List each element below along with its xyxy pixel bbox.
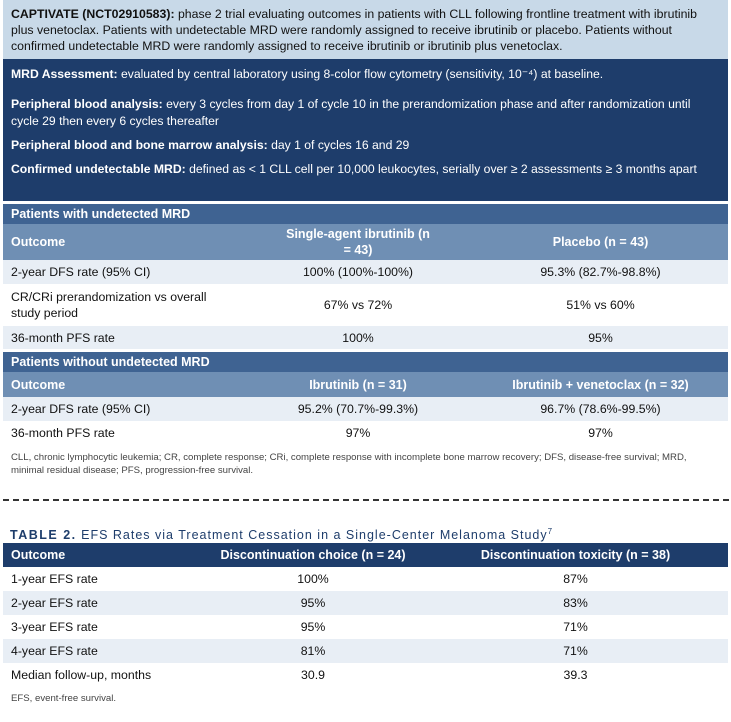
table1-footnote: CLL, chronic lymphocytic leukemia; CR, complete response; CRi, complete response with incomplete bone marrow recovery; DFS, disease-free survival; MRD, minimal residual disease; PFS, progression-free survival. <box>11 452 687 476</box>
column-header: Discontinuation choice (n = 24) <box>220 548 406 562</box>
cell: 100% (100%-100%) <box>302 265 414 279</box>
column-header: Placebo (n = 43) <box>552 235 649 249</box>
table-row <box>3 663 728 687</box>
column-header: Outcome <box>11 548 66 562</box>
methods-block <box>3 59 728 201</box>
section-divider <box>3 499 729 501</box>
section1-column-headers <box>3 224 728 260</box>
cell: 87% <box>563 572 588 586</box>
cell: 95.3% (82.7%-98.8%) <box>540 265 661 279</box>
cell: 39.3 <box>563 668 588 682</box>
cell: 96.7% (78.6%-99.5%) <box>540 402 661 416</box>
table2-column-headers <box>3 543 728 567</box>
cell: 36-month PFS rate <box>11 426 115 440</box>
cell: CR/CRi prerandomization vs overall study period <box>11 290 207 320</box>
cell: 67% vs 72% <box>323 298 393 312</box>
cell: 2-year DFS rate (95% CI) <box>11 402 151 416</box>
cell: 95% <box>588 330 613 345</box>
column-header: Outcome <box>11 377 66 392</box>
section-without-undetected-mrd: Patients without undetected MRD <box>3 352 728 372</box>
table2-footnote: EFS, event-free survival. <box>11 693 117 704</box>
method-text: every 3 cycles from day 1 of cycle 10 in the prerandomization phase and after randomization until cycle 29 then every 6 cycles thereafter <box>11 97 691 128</box>
column-header: Outcome <box>11 235 66 249</box>
cell: 97% <box>345 426 371 440</box>
cell: 4-year EFS rate <box>11 644 98 658</box>
column-header: Ibrutinib + venetoclax (n = 32) <box>512 377 689 392</box>
cell: 1-year EFS rate <box>11 572 98 586</box>
method-text: defined as < 1 CLL cell per 10,000 leukocytes, serially over ≥ 2 assessments ≥ 3 months apart <box>189 162 697 176</box>
table-row <box>3 284 728 326</box>
table-row <box>3 260 728 284</box>
section2-column-headers <box>3 372 728 397</box>
table2-title-text: EFS Rates via Treatment Cessation in a Single-Center Melanoma Study <box>81 528 548 543</box>
cell: 95% <box>300 596 326 610</box>
cell: 51% vs 60% <box>566 298 635 312</box>
cell: 71% <box>563 644 588 658</box>
cell: 30.9 <box>301 668 325 682</box>
method-text: day 1 of cycles 16 and 29 <box>271 138 410 152</box>
captivate-table <box>3 0 728 477</box>
cell: 97% <box>588 426 613 440</box>
cell: 71% <box>563 620 588 634</box>
method-mrd-assessment <box>3 59 728 96</box>
trial-description: phase 2 trial evaluating outcomes in patients with CLL following frontline treatment with ibrutinib plus venetoclax. Patients with undetectable MRD were randomly assigned to receive ibrutinib or placebo. Patients without confirmed undetectable MRD were randomly assigned to receive ibrutinib or ibrutinib plus venetoclax. <box>11 7 697 53</box>
trial-intro <box>3 0 728 59</box>
table-row <box>3 591 728 615</box>
method-label: Confirmed undetectable MRD: <box>11 162 186 176</box>
column-header: Discontinuation toxicity (n = 38) <box>480 548 671 562</box>
method-confirmed-mrd <box>3 161 728 201</box>
method-label: MRD Assessment: <box>11 67 118 81</box>
cell: 100% <box>297 572 329 586</box>
table-row <box>3 639 728 663</box>
method-blood-marrow <box>3 137 728 161</box>
cell: 95% <box>300 620 326 634</box>
cell: Median follow-up, months <box>11 668 152 682</box>
section-undetected-mrd: Patients with undetected MRD <box>3 204 728 224</box>
table-row <box>3 421 728 445</box>
cell: 2-year DFS rate (95% CI) <box>11 265 151 279</box>
method-label: Peripheral blood analysis: <box>11 97 163 111</box>
table2-title <box>3 521 728 543</box>
method-label: Peripheral blood and bone marrow analysis: <box>11 138 268 152</box>
column-header: Single-agent ibrutinib (n = 43) <box>286 227 430 257</box>
melanoma-efs-table <box>3 521 728 704</box>
cell: 36-month PFS rate <box>11 330 115 345</box>
cell: 83% <box>563 596 588 610</box>
table-row <box>3 397 728 421</box>
method-text: evaluated by central laboratory using 8-color flow cytometry (sensitivity, 10⁻⁴) at baseline. <box>120 67 604 81</box>
table-row <box>3 567 728 591</box>
table-row <box>3 326 728 349</box>
cell: 3-year EFS rate <box>11 620 98 634</box>
trial-name: CAPTIVATE (NCT02910583): <box>11 7 175 21</box>
cell: 81% <box>300 644 326 658</box>
column-header: Ibrutinib (n = 31) <box>309 377 407 392</box>
method-peripheral-blood <box>3 96 728 137</box>
cell: 95.2% (70.7%-99.3%) <box>297 402 419 416</box>
table-row <box>3 615 728 639</box>
cell: 2-year EFS rate <box>11 596 98 610</box>
table2-reference: 7 <box>547 527 554 536</box>
cell: 100% <box>342 330 374 345</box>
table2-label: TABLE 2. <box>10 528 77 543</box>
